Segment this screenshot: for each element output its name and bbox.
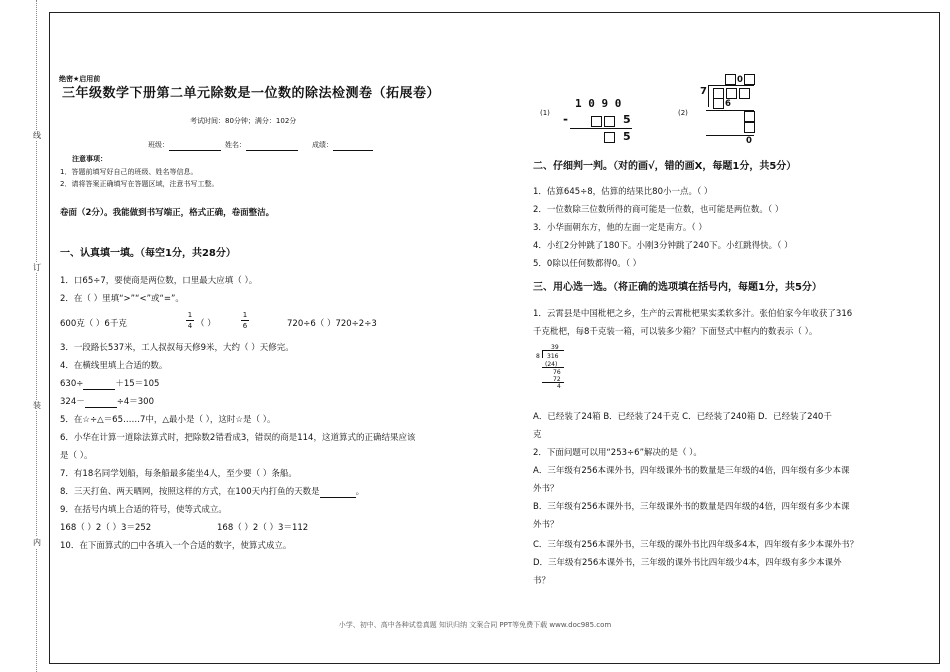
binding-line [36, 0, 41, 672]
note-2: 2．请将答案正确填写在答题区域，注意书写工整。 [60, 180, 219, 188]
puzzle-2-divisor: 7 [700, 86, 707, 97]
question-1: 1．口65÷7，要使商是两位数，口里最大应填（ ）。 [60, 276, 258, 286]
puzzle-1-label: (1) [540, 109, 550, 117]
question-9: 9．在括号内填上合适的符号，使等式成立。 [60, 505, 227, 515]
puzzle-1-rule [570, 128, 632, 129]
q2-fraction-2: 1 6 [242, 311, 248, 330]
calc-bracket [542, 350, 543, 358]
question-7: 7．有18名同学划船，每条船最多能坐4人，至少要（ ）条船。 [60, 469, 297, 479]
choice-2-a-cont: 外书？ [533, 484, 559, 494]
question-6: 6．小华在计算一道除法算式时，把除数2错看成3，错误的商是114，这道算式的正确结果应该 [60, 433, 416, 443]
page-title: 三年级数学下册第二单元除数是一位数的除法检测卷（拓展卷） [62, 86, 441, 101]
puzzle-1-digit: 5 [623, 113, 631, 126]
q9-equation-a: 168（ ）2（ ）3＝252 [60, 523, 152, 533]
calc-dividend: 316 [547, 353, 559, 360]
question-2: 2．在（ ）里填“>”“<”或“=”。 [60, 294, 184, 304]
calc-row: 72 [553, 376, 561, 383]
calc-divisor: 8 [536, 353, 540, 360]
judge-item-3: 3．小华面朝东方，他的左面一定是南方。（ ） [533, 223, 707, 233]
puzzle-2-row: 6 [712, 98, 731, 110]
notes-title: 注意事项： [72, 155, 107, 163]
q4-line-a: 630÷ ＋15＝105 [60, 379, 160, 389]
choice-1-cont: 千克枇杷，每8千克装一箱，可以装多少箱？下面竖式中框内的数表示（ ）。 [533, 327, 818, 337]
q2-compare-a: 600克（ ）6千克 [60, 319, 127, 329]
calc-row: 76 [553, 369, 561, 376]
name-field: 姓名： [225, 140, 298, 151]
puzzle-2-label: (2) [678, 109, 688, 117]
question-10: 10．在下面算式的□中各填入一个合适的数字，使算式成立。 [60, 541, 292, 551]
judge-item-5: 5．0除以任何数都得0。（ ） [533, 259, 642, 269]
q2-compare-c: 720÷6（ ）720÷2÷3 [287, 319, 377, 329]
puzzle-2-bar [708, 85, 754, 86]
puzzle-1-boxes-1 [590, 116, 616, 128]
class-field: 班级： [148, 140, 221, 151]
question-4: 4．在横线里填上合适的数。 [60, 361, 168, 371]
question-5: 5．在☆÷△＝65……7中，△最小是（ ），这时☆是（ ）。 [60, 415, 276, 425]
choice-2-d-cont: 书？ [533, 576, 551, 586]
question-3: 3．一段路长537米，工人叔叔每天修9米，大约（ ）天修完。 [60, 343, 294, 353]
q2-fraction-1: 1 4 [187, 311, 193, 330]
choice-2-b-cont: 外书？ [533, 520, 559, 530]
choice-2-d: D．三年级有256本课外书，三年级的课外书比四年级少4本，四年级有多少本课外 [533, 558, 842, 568]
judge-item-4: 4．小红2分钟跳了180下。小刚3分钟跳了240下。小红跳得快。（ ） [533, 241, 793, 251]
calc-boxed: (24) [545, 361, 558, 368]
puzzle-2-bracket [708, 85, 710, 107]
secret-label: 绝密★启用前 [59, 75, 101, 83]
choice-1-options-cont: 克 [533, 430, 542, 440]
binding-char: 线 [33, 131, 41, 140]
binding-char: 订 [33, 263, 41, 272]
calc-quotient: 39 [551, 344, 559, 351]
puzzle-1-digit: 5 [623, 130, 631, 143]
binding-char: 内 [33, 538, 41, 547]
puzzle-2-remainder: 0 [746, 136, 752, 146]
calc-remainder: 4 [557, 383, 561, 390]
puzzle-1-minus: - [563, 112, 568, 126]
section3-title: 三、用心选一选。（将正确的选项填在括号内，每题1分，共5分） [533, 282, 822, 293]
exam-info: 考试时间：80分钟；满分：102分 [190, 117, 297, 125]
section2-title: 二、仔细判一判。（对的画√，错的画X，每题1分，共5分） [533, 161, 797, 172]
footer-text: 小学、初中、高中各种试卷真题 知识归纳 文案合同 PPT等免费下载 www.doc985.com [338, 621, 612, 629]
choice-2: 2．下面问题可以用“253÷6”解决的是（ ）。 [533, 448, 702, 458]
note-1: 1．答题前填写好自己的班级、姓名等信息。 [60, 168, 198, 176]
choice-2-b: B．三年级有256本课外书，三年级课外书的数量是四年级的4倍，四年级有多少本课 [533, 502, 850, 512]
puzzle-2-quotient: 0 [724, 74, 756, 86]
question-6-cont: 是（ ）。 [60, 451, 93, 461]
q2-compare-b: （ ） [196, 319, 216, 329]
choice-1: 1．云霄县是中国枇杷之乡，生产的云霄枇杷果实柔软多汁。张伯伯家今年收获了316 [533, 309, 853, 319]
choice-2-a: A．三年级有256本课外书，四年级课外书的数量是三年级的4倍，四年级有多少本课 [533, 466, 850, 476]
score-field: 成绩： [312, 140, 373, 151]
judge-item-1: 1．估算645÷8，估算的结果比80小一点。（ ） [533, 187, 713, 197]
neatness-instruction: 卷面（2分）。我能做到书写端正，格式正确，卷面整洁。 [60, 208, 275, 218]
judge-item-2: 2．一位数除三位数所得的商可能是一位数，也可能是两位数。（ ） [533, 205, 784, 215]
section1-title: 一、认真填一填。（每空1分，共28分） [60, 248, 236, 259]
question-8: 8．三天打鱼、两天晒网，按照这样的方式，在100天内打鱼的天数是 。 [60, 487, 365, 497]
puzzle-1-row1: 1 0 9 0 [575, 97, 622, 110]
q4-line-b: 324－ ÷4＝300 [60, 397, 154, 407]
binding-char: 装 [33, 401, 41, 410]
choice-1-options: A．已经装了24箱 B．已经装了24千克 C．已经装了240箱 D．已经装了240千 [533, 412, 832, 422]
choice-2-c: C．三年级有256本课外书，三年级的课外书比四年级多4本，四年级有多少本课外书？ [533, 540, 859, 550]
q9-equation-b: 168（ ）2（ ）3＝112 [217, 523, 309, 533]
puzzle-1-boxes-2 [603, 132, 616, 144]
puzzle-2-box [743, 122, 756, 134]
